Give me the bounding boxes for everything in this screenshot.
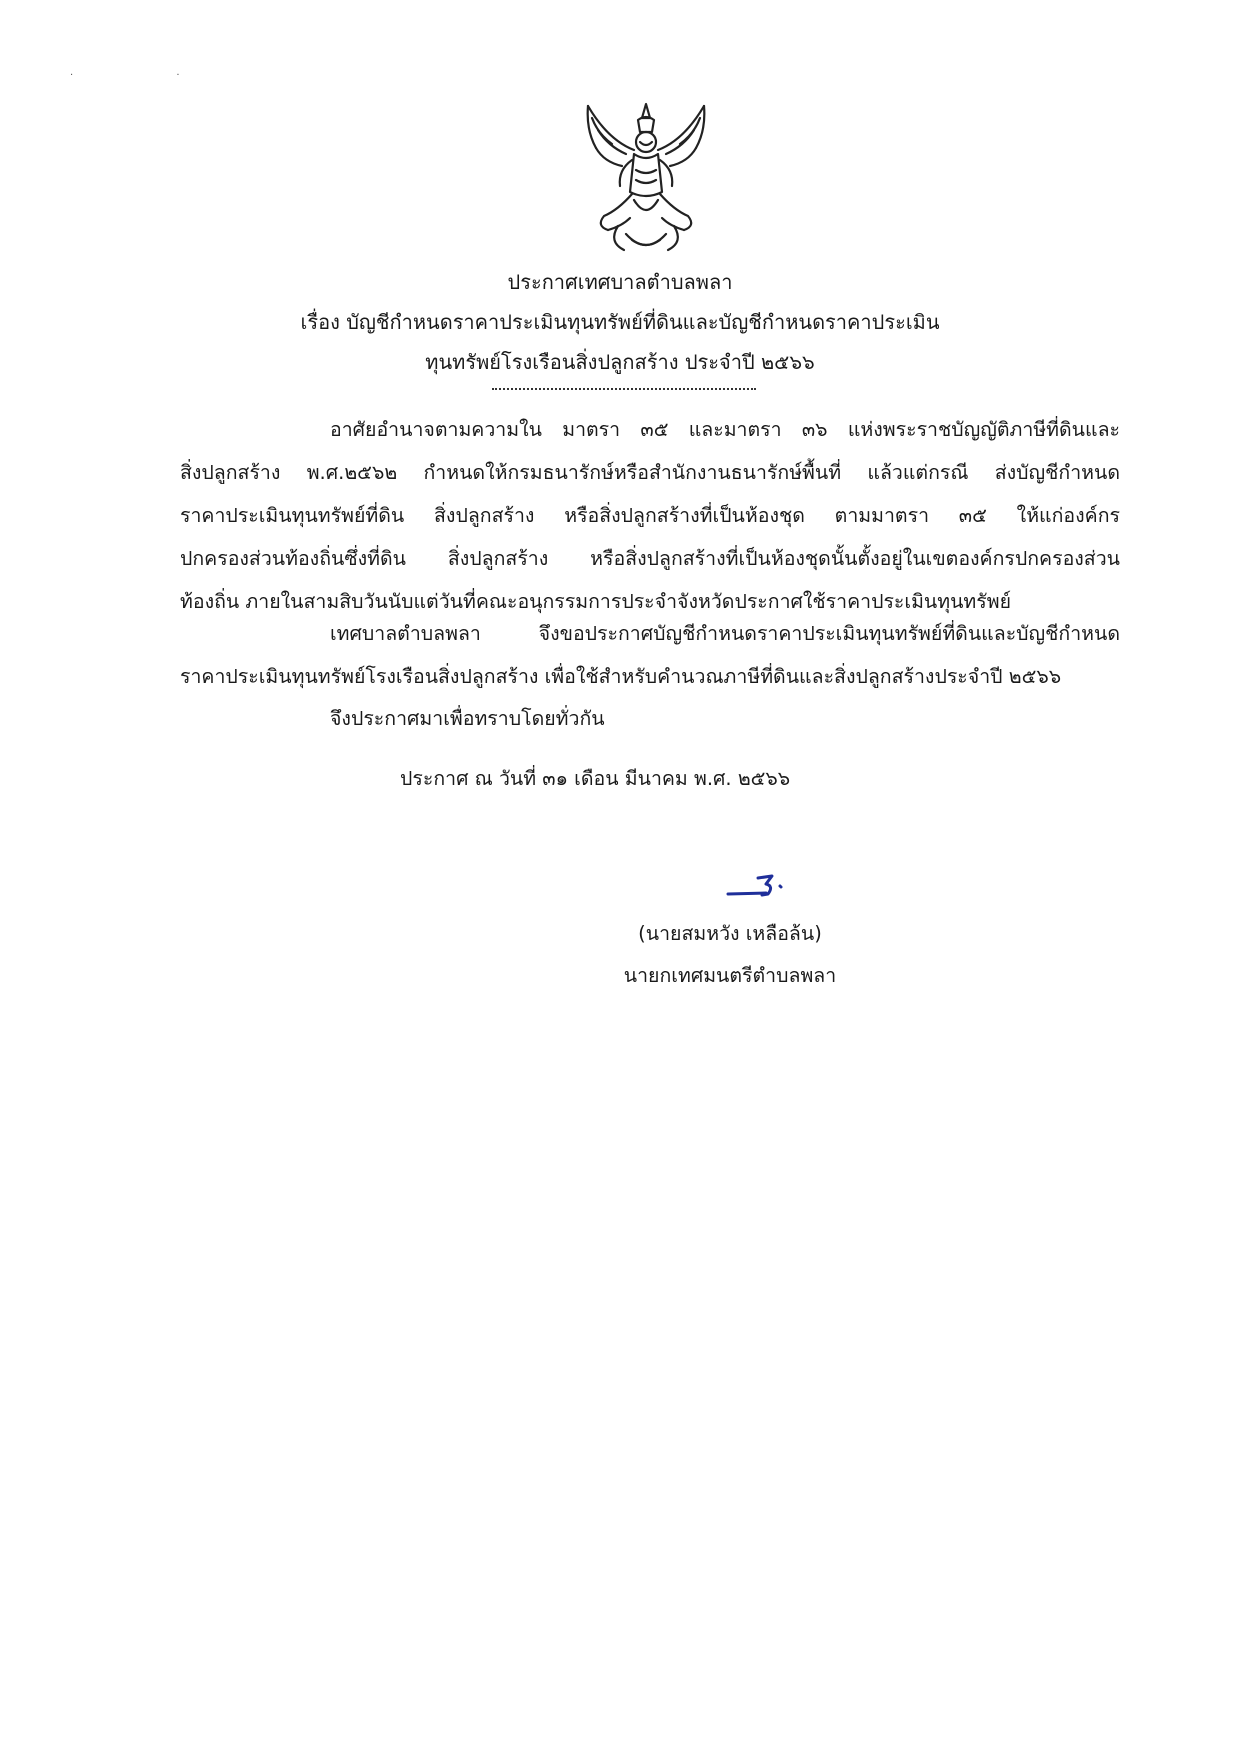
paragraph-line: อาศัยอำนาจตามความใน มาตรา ๓๕ และมาตรา ๓๖ แห่งพระราชบัญญัติภาษีที่ดินและ [330, 418, 1120, 441]
announcement-date: ประกาศ ณ วันที่ ๓๑ เดือน มีนาคม พ.ศ. ๒๕๖๖ [400, 767, 791, 790]
signer-position: นายกเทศมนตรีตำบลพลา [623, 964, 837, 987]
body-paragraph-2 [180, 612, 1120, 698]
paragraph-line: ปกครองส่วนท้องถิ่นซึ่งที่ดิน สิ่งปลูกสร้าง หรือสิ่งปลูกสร้างที่เป็นห้องชุดนั้นตั้งอยู่ในเขตองค์กรปกครองส่วน [180, 547, 1120, 570]
garuda-emblem-icon [578, 100, 714, 260]
body-paragraph-1 [180, 408, 1120, 623]
scan-specks: · · [70, 70, 230, 81]
paragraph-line: สิ่งปลูกสร้าง พ.ศ.๒๕๖๒ กำหนดให้กรมธนารักษ์หรือสำนักงานธนารักษ์พื้นที่ แล้วแต่กรณี ส่งบัญชีกำหนด [180, 461, 1120, 484]
issuer-title: ประกาศเทศบาลตำบลพลา [507, 270, 733, 294]
paragraph-line: ท้องถิ่น ภายในสามสิบวันนับแต่วันที่คณะอนุกรรมการประจำจังหวัดประกาศใช้ราคาประเมินทุนทรัพย์ [180, 590, 1012, 613]
signer-name: (นายสมหวัง เหลือล้น) [638, 922, 822, 945]
paragraph-line: ราคาประเมินทุนทรัพย์ที่ดิน สิ่งปลูกสร้าง หรือสิ่งปลูกสร้างที่เป็นห้องชุด ตามมาตรา ๓๕ ให้แก่องค์กร [180, 504, 1120, 527]
dotted-divider [492, 388, 756, 390]
signer-block [590, 913, 870, 997]
notice-header [150, 262, 1090, 382]
handwritten-signature [726, 870, 788, 900]
closing-statement: จึงประกาศมาเพื่อทราบโดยทั่วกัน [330, 707, 605, 730]
subject-line-1: เรื่อง บัญชีกำหนดราคาประเมินทุนทรัพย์ที่ดินและบัญชีกำหนดราคาประเมิน [300, 310, 940, 334]
paragraph-line: เทศบาลตำบลพลา จึงขอประกาศบัญชีกำหนดราคาประเมินทุนทรัพย์ที่ดินและบัญชีกำหนด [330, 622, 1120, 645]
paragraph-line: ราคาประเมินทุนทรัพย์โรงเรือนสิ่งปลูกสร้าง เพื่อใช้สำหรับคำนวณภาษีที่ดินและสิ่งปลูกสร้างประจำปี ๒๕๖๖ [180, 665, 1062, 688]
subject-line-2: ทุนทรัพย์โรงเรือนสิ่งปลูกสร้าง ประจำปี ๒๕๖๖ [425, 350, 815, 374]
